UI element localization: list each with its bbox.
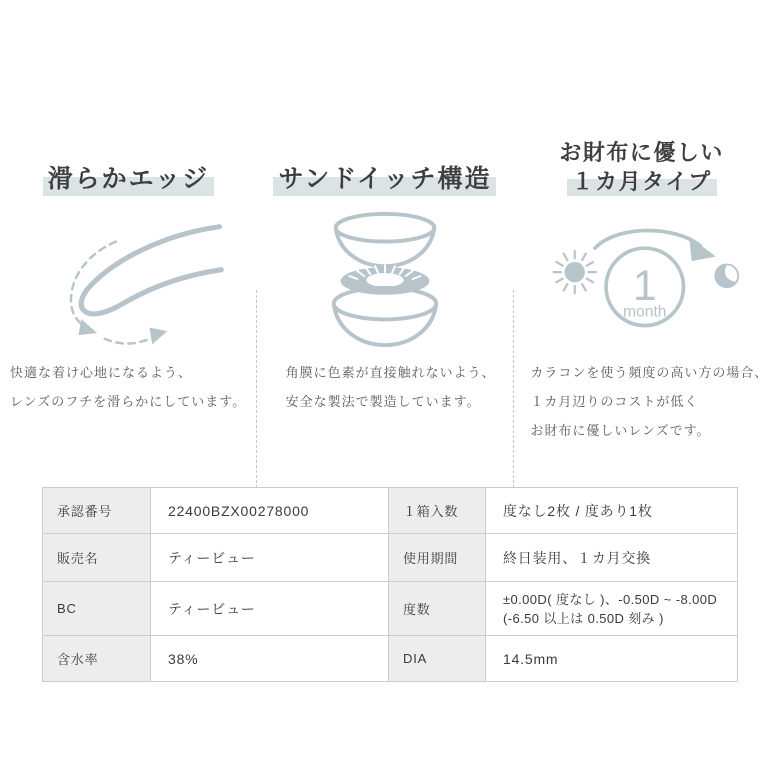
usage-period-label: 使用期間 <box>389 534 486 582</box>
feature-sandwich-structure <box>257 140 514 440</box>
spec-row-2 <box>43 534 738 582</box>
spec-row-1 <box>43 488 738 534</box>
pieces-per-box-value: 度なし2枚 / 度あり1枚 <box>486 488 738 534</box>
sales-name-label: 販売名 <box>43 534 151 582</box>
sales-name-value: ティービュー <box>151 534 389 582</box>
feature-sandwich-description <box>257 358 514 416</box>
sun-icon <box>553 250 595 292</box>
feature-sandwich-heading <box>257 140 514 196</box>
description-line: カラコンを使う頻度の高い方の場合、 <box>530 365 769 380</box>
water-content-value: 38% <box>151 636 389 682</box>
smooth-edge-icon <box>0 204 257 354</box>
feature-smooth-edge-heading <box>0 140 257 196</box>
one-month-icon <box>513 204 770 354</box>
feature-title-line2: １カ月タイプ <box>567 167 717 196</box>
feature-title: サンドイッチ構造 <box>273 163 496 196</box>
pieces-per-box-label: １箱入数 <box>389 488 486 534</box>
description-line: お財布に優しいレンズです。 <box>530 423 711 438</box>
dia-value: 14.5mm <box>486 636 738 682</box>
power-value-line1: ±0.00D( 度なし )、-0.50D ~ -8.00D <box>503 591 718 607</box>
description-line: 快適な着け心地になるよう、 <box>10 365 193 380</box>
description-line: 角膜に色素が直接触れないよう、 <box>285 365 496 380</box>
feature-one-month <box>513 140 770 440</box>
month-badge-unit: month <box>622 302 667 320</box>
feature-section <box>0 140 770 440</box>
feature-title-line1: お財布に優しい <box>559 139 724 165</box>
bc-label: BC <box>43 582 151 636</box>
description-line: レンズのフチを滑らかにしています。 <box>10 394 247 409</box>
description-line: １カ月辺りのコストが低く <box>530 394 699 409</box>
dia-label: DIA <box>389 636 486 682</box>
power-label: 度数 <box>389 582 486 636</box>
feature-one-month-description <box>513 358 770 445</box>
bc-value: ティービュー <box>151 582 389 636</box>
approval-number-value: 22400BZX00278000 <box>151 488 389 534</box>
feature-title: 滑らかエッジ <box>43 163 215 196</box>
feature-smooth-edge <box>0 140 257 440</box>
spec-row-3 <box>43 582 738 636</box>
power-value-line2: (-6.50 以上は 0.50D 刻み ) <box>503 610 664 626</box>
description-line: 安全な製法で製造しています。 <box>285 394 481 409</box>
sandwich-structure-icon <box>257 204 514 354</box>
moon-icon <box>714 261 744 288</box>
feature-smooth-edge-description <box>0 358 257 416</box>
feature-one-month-heading <box>513 140 770 196</box>
cycle-arrow-icon <box>595 230 716 261</box>
usage-period-value: 終日装用、１カ月交換 <box>486 534 738 582</box>
month-badge-number: 1 <box>632 261 657 309</box>
water-content-label: 含水率 <box>43 636 151 682</box>
spec-table <box>42 487 738 682</box>
approval-number-label: 承認番号 <box>43 488 151 534</box>
spec-row-4 <box>43 636 738 682</box>
power-value <box>486 582 738 636</box>
